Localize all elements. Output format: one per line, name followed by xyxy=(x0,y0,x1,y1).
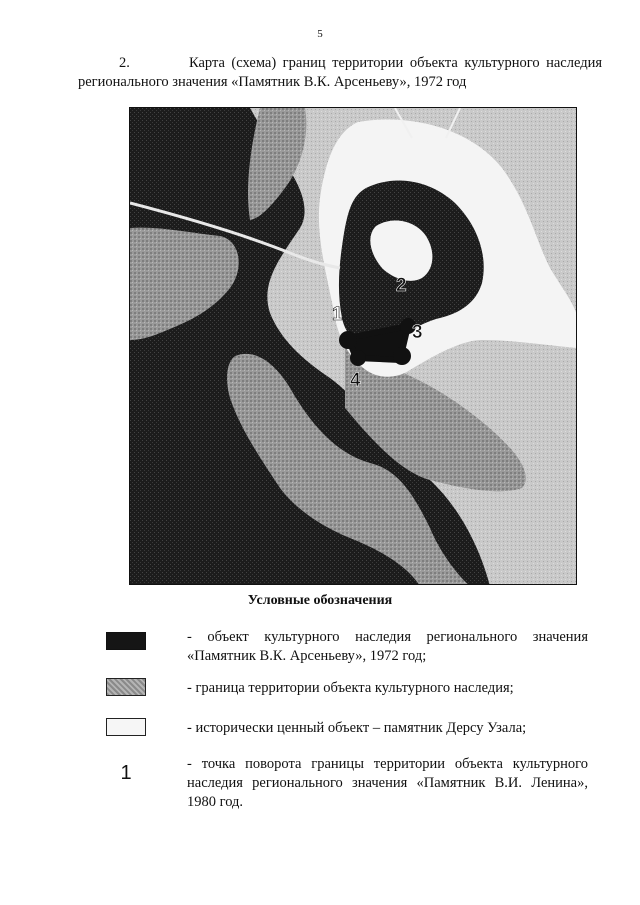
point-label-1: 1 xyxy=(332,304,343,325)
boundary-map xyxy=(129,107,577,585)
legend-text: - точка поворота границы территории объекта культурного наследия регионального значения «Памятник В.И. Ленина», 1980 год. xyxy=(187,756,588,810)
legend-text: - граница территории объекта культурного наследия; xyxy=(187,680,514,696)
legend-text: - исторически ценный объект – памятник Дерсу Узала; xyxy=(187,720,527,736)
map-graphic xyxy=(130,108,577,585)
legend-swatch-hatched xyxy=(106,678,146,696)
page-number: 5 xyxy=(317,28,323,40)
turning-point-4 xyxy=(350,350,366,366)
turning-point-1 xyxy=(339,331,357,349)
heading-text: Карта (схема) границ территории объекта культурного наследия регионального значения «Памятник В.К. Арсеньеву», 1972 год xyxy=(78,55,602,90)
point-label-3: 3 xyxy=(412,322,423,343)
legend-point-symbol: 1 xyxy=(120,762,132,784)
point-label-2: 2 xyxy=(396,275,407,296)
legend-text: - объект культурного наследия регионального значения «Памятник В.К. Арсеньеву», 1972 год; xyxy=(187,629,588,664)
legend-swatch-black xyxy=(106,632,146,650)
document-heading xyxy=(78,54,602,92)
legend-swatch-light xyxy=(106,718,146,736)
heading-number: 2. xyxy=(119,55,130,71)
point-label-4: 4 xyxy=(350,370,361,391)
turning-point-3 xyxy=(393,347,411,365)
legend-title: Условные обозначения xyxy=(247,593,393,608)
